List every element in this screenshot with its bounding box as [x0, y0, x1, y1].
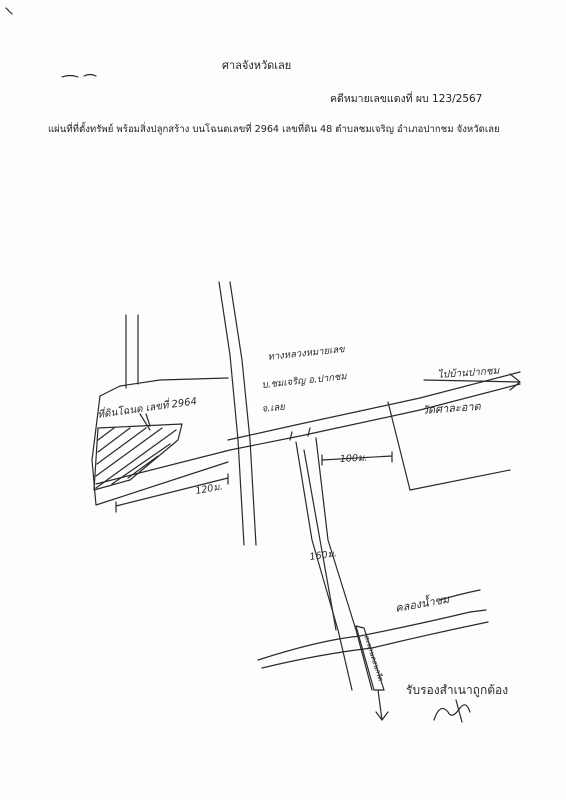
parcel-label: ที่ดินโฉนด เลขที่ 2964 [96, 396, 198, 421]
bridge-label: สะพานคอนกรีต [362, 634, 385, 682]
distance-120-label: 120ม. [194, 481, 224, 497]
south-arrow [376, 690, 388, 720]
road-label-2: บ.ชมเจริญ อ.ปากชม [261, 371, 348, 391]
south-road-left-edge [296, 442, 352, 690]
case-number: คดีหมายเลขแดงที่ ผบ 123/2567 [330, 93, 483, 105]
certify-text: รับรองสำเนาถูกต้อง [406, 683, 509, 697]
parcel-road-top [100, 378, 228, 396]
hatch-lines [96, 428, 176, 488]
distance-160-label: 160ม. [308, 548, 338, 563]
stray-mark [62, 75, 96, 78]
court-title: ศาลจังหวัดเลย [222, 59, 292, 72]
stray-mark [6, 8, 12, 14]
temple-label: วัดศาละอาด [421, 399, 482, 417]
road-label-1: ทางหลวงหมายเลข [267, 343, 346, 363]
parcel-pointer [140, 414, 150, 430]
distance-100-label: 100ม. [339, 452, 368, 465]
signature [434, 700, 470, 722]
property-description: แผ่นที่ที่ตั้งทรัพย์ พร้อมสิ่งปลูกสร้าง บนโฉนดเลขที่ 2964 เลขที่ดิน 48 ตำบลชมเจริญ อำเภอปากชม จังหวัดเลย [48, 124, 500, 135]
temple-boundary [388, 399, 510, 490]
to-pakchom-label: ไปบ้านปากชม [437, 365, 500, 381]
canal-label: คลองน้ำชม [394, 592, 451, 615]
road-north-right-edge [230, 282, 256, 545]
road-label-3: จ.เลย [261, 401, 286, 415]
road-north-left-edge [219, 282, 244, 545]
